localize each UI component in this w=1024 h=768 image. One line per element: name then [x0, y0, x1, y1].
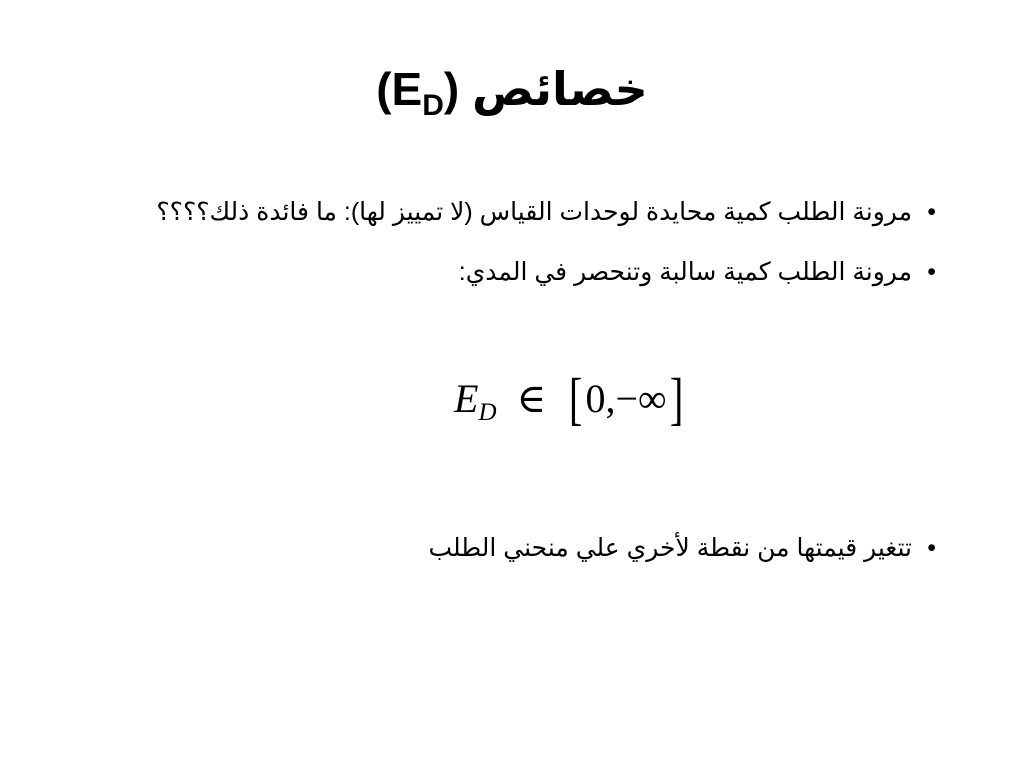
bullet-item: [106, 190, 936, 234]
slide-title: [0, 62, 1024, 124]
bullet-list: [106, 190, 936, 562]
formula-variable: E: [454, 376, 479, 421]
bullet-text: مرونة الطلب كمية محايدة لوحدات القياس (لا تمييز لها): ما فائدة ذلك؟؟؟؟: [156, 198, 912, 226]
elasticity-range-formula: [454, 366, 686, 431]
bullet-dot-icon: •: [927, 198, 936, 226]
formula-subscript: D: [478, 399, 497, 426]
formula-interval: 0,−∞: [585, 376, 667, 421]
bullet-text: مرونة الطلب كمية سالبة وتنحصر في المدي:: [458, 258, 912, 286]
bullet-dot-icon: •: [927, 258, 936, 286]
formula-open-bracket: [: [569, 366, 583, 431]
title-symbol: $(E_D)$: [376, 63, 460, 122]
bullet-dot-icon: •: [927, 534, 936, 562]
formula-close-bracket: ]: [669, 366, 683, 431]
bullet-text: تتغير قيمتها من نقطة لأخري علي منحني الطلب: [428, 534, 912, 562]
bullet-item: [106, 250, 936, 294]
element-of-symbol: ∈: [516, 376, 547, 421]
title-text: خصائص: [472, 63, 648, 115]
bullet-item: [82, 526, 936, 570]
